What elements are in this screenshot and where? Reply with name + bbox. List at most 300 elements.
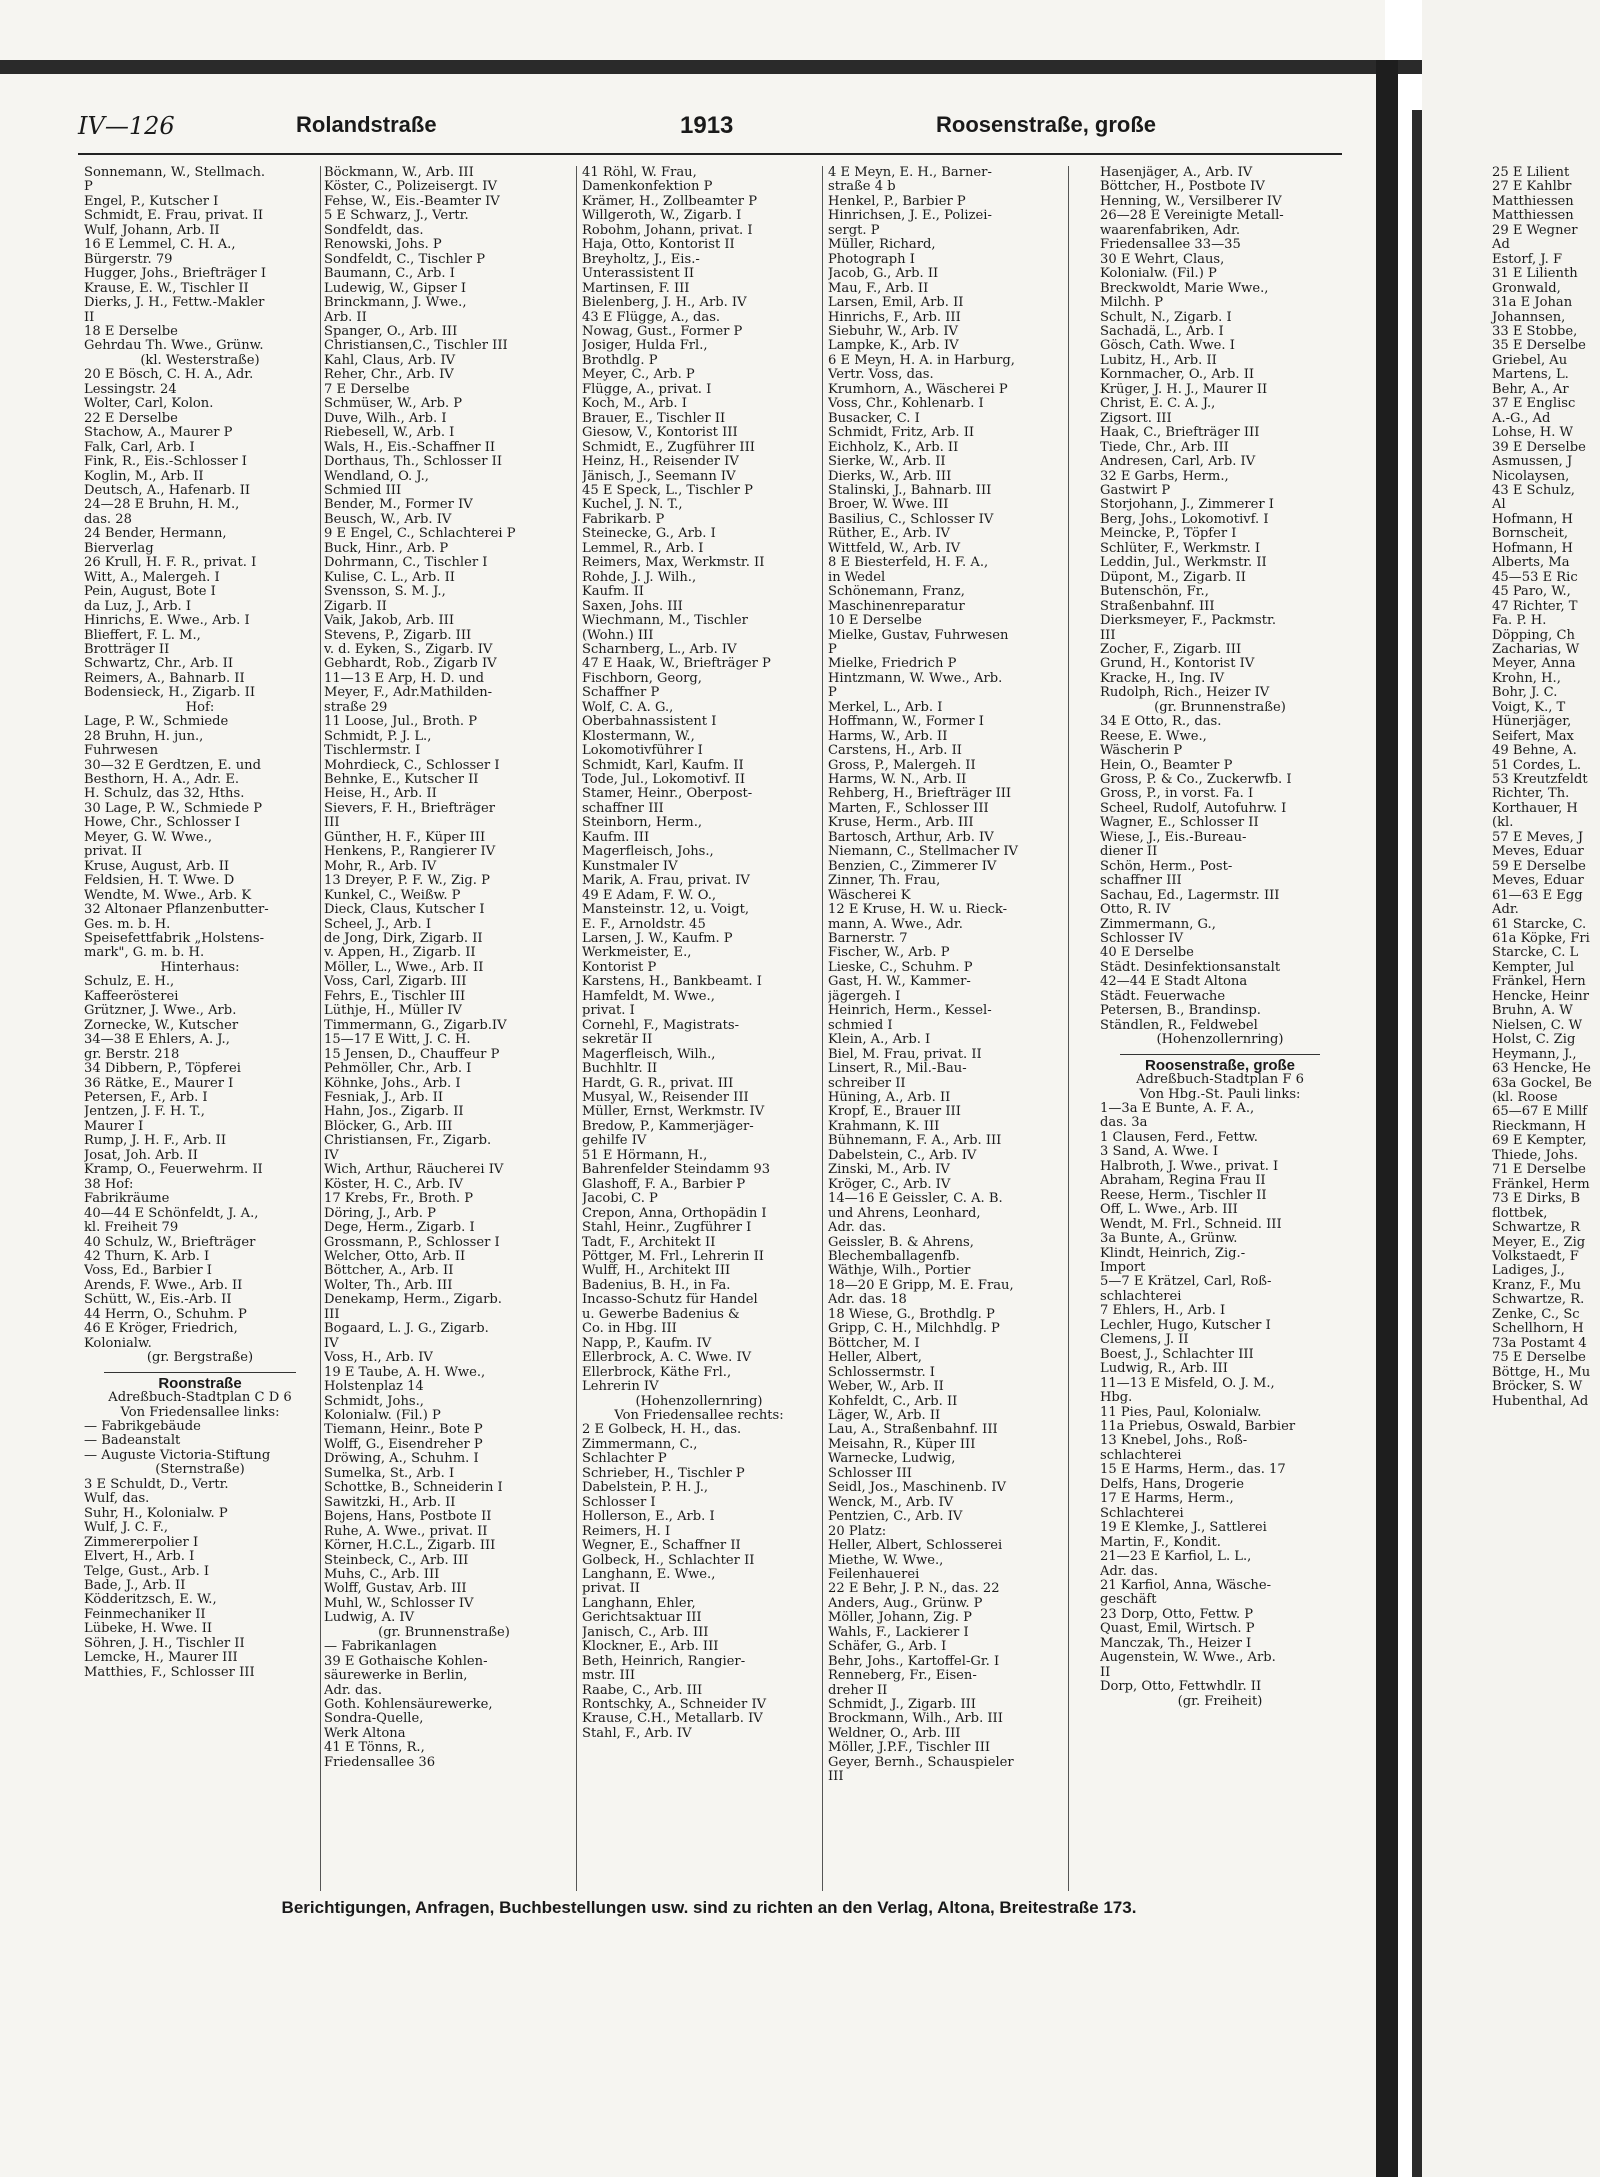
directory-line: Fehrs, E., Tischler III xyxy=(324,989,466,1004)
column-divider xyxy=(1068,166,1069,1891)
directory-line: III xyxy=(828,1770,844,1785)
directory-line: Telge, Gust., Arb. I xyxy=(84,1564,210,1579)
adjacent-page-line: Griebel, Au xyxy=(1492,352,1568,368)
directory-line: 12 E Kruse, H. W. u. Rieck- xyxy=(828,903,1008,918)
directory-line: Karstens, H., Bankbeamt. I xyxy=(582,975,762,990)
header-rule xyxy=(78,153,1342,155)
directory-line: Stevens, P., Zigarb. III xyxy=(324,628,472,643)
directory-line: Hof: xyxy=(185,700,215,715)
year: 1913 xyxy=(680,112,734,139)
directory-line: Bürgerstr. 79 xyxy=(84,252,173,267)
directory-line: mark", G. m. b. H. xyxy=(84,946,205,961)
directory-line: Gast, H. W., Kammer- xyxy=(828,975,971,990)
directory-line: Riebesell, W., Arb. I xyxy=(324,426,455,441)
directory-line: Rudolph, Rich., Heizer IV xyxy=(1100,686,1270,701)
directory-line: 2 E Golbeck, H. H., das. xyxy=(582,1423,742,1438)
directory-line: Krause, C.H., Metallarb. IV xyxy=(582,1712,763,1727)
directory-line: Reimers, A., Bahnarb. II xyxy=(84,671,245,686)
adjacent-page-line: Zenke, C., Sc xyxy=(1492,1306,1580,1322)
adjacent-page-line: 33 E Stobbe, xyxy=(1492,323,1578,339)
directory-line: Klindt, Heinrich, Zig.- xyxy=(1100,1246,1246,1261)
section-rule xyxy=(104,1372,296,1373)
directory-line: Köhnke, Johs., Arb. I xyxy=(324,1076,461,1091)
column-3 xyxy=(582,166,816,1891)
directory-line: Oberbahnassistent I xyxy=(582,715,717,730)
directory-line: Müller, Ernst, Werkmstr. IV xyxy=(582,1105,765,1120)
directory-line: Werkmeister, E., xyxy=(582,946,692,961)
directory-line: Muhl, W., Schlosser IV xyxy=(324,1596,474,1611)
directory-line: Krämer, H., Zollbeamter P xyxy=(582,194,758,209)
directory-line: Kontorist P xyxy=(582,960,657,975)
directory-line: Ludwig, R., Arb. III xyxy=(1100,1362,1228,1377)
adjacent-page-line: Matthiessen xyxy=(1492,193,1574,209)
adjacent-page-line: Estorf, J. F xyxy=(1492,251,1563,267)
directory-line: Wals, H., Eis.-Schaffner II xyxy=(324,440,496,455)
directory-line: Städt. Desinfektionsanstalt xyxy=(1100,960,1281,975)
directory-line: Pentzien, C., Arb. IV xyxy=(828,1510,963,1525)
directory-line: Flügge, A., privat. I xyxy=(582,382,712,397)
directory-line: 14—16 E Geissler, C. A. B. xyxy=(828,1192,1003,1207)
adjacent-page-line: flottbek, xyxy=(1492,1205,1548,1221)
directory-line: mann, A. Wwe., Adr. xyxy=(828,917,963,932)
adjacent-page-line: Rieckmann, H xyxy=(1492,1118,1586,1134)
directory-line: 18 Wiese, G., Brothdlg. P xyxy=(828,1307,995,1322)
directory-line: Off, L. Wwe., Arb. III xyxy=(1100,1203,1238,1218)
directory-line: Feilenhauerei xyxy=(828,1567,920,1582)
directory-line: säurewerke in Berlin, xyxy=(324,1669,468,1684)
directory-line: Photograph I xyxy=(828,252,915,267)
directory-line: Kornmacher, O., Arb. II xyxy=(1100,368,1255,383)
directory-line: privat. II xyxy=(582,1582,640,1597)
directory-line: 16 E Lemmel, C. H. A., xyxy=(84,238,236,253)
directory-line: Voss, Chr., Kohlenarb. I xyxy=(828,397,984,412)
directory-line: 40 Schulz, W., Briefträger xyxy=(84,1235,256,1250)
directory-line: Jacobi, C. P xyxy=(582,1192,658,1207)
directory-line: Sonnemann, W., Stellmach. xyxy=(84,166,266,180)
directory-line: Haja, Otto, Kontorist II xyxy=(582,238,735,253)
directory-line: Lubitz, H., Arb. II xyxy=(1100,353,1217,368)
directory-line: Harms, W., Arb. II xyxy=(828,729,948,744)
directory-line: Musyal, W., Reisender III xyxy=(582,1091,749,1105)
adjacent-page-line: Schwartze, R. xyxy=(1492,1292,1585,1308)
adjacent-page-line: 73 E Dirks, B xyxy=(1492,1191,1581,1207)
directory-line: Schmidt, J., Zigarb. III xyxy=(828,1698,976,1713)
directory-line: Stahl, Heinr., Zugführer I xyxy=(582,1221,752,1236)
directory-line: Hasenjäger, A., Arb. IV xyxy=(1100,166,1253,180)
directory-line: Henkens, P., Rangierer IV xyxy=(324,845,496,860)
directory-line: Behr, Johs., Kartoffel-Gr. I xyxy=(828,1654,1000,1669)
publisher-footer: Berichtigungen, Anfragen, Buchbestellungen usw. sind zu richten an den Verlag, Altona, Breitestraße 173. xyxy=(281,1898,1137,1917)
directory-line: Beth, Heinrich, Rangier- xyxy=(582,1654,746,1669)
directory-line: Crepon, Anna, Orthopädin I xyxy=(582,1206,767,1221)
directory-line: Goth. Kohlensäurewerke, xyxy=(324,1698,493,1713)
directory-line: Wolter, Th., Arb. III xyxy=(324,1278,453,1293)
directory-line: Ges. m. b. H. xyxy=(84,917,171,932)
adjacent-page-line: Meyer, Anna xyxy=(1492,656,1576,672)
directory-line: Mau, F., Arb. II xyxy=(828,281,929,296)
adjacent-page-line: Asmussen, J xyxy=(1492,454,1573,470)
directory-line: Sondfeldt, das. xyxy=(324,223,424,238)
directory-line: 51 E Hörmann, H., xyxy=(582,1148,708,1163)
directory-line: 20 E Bösch, C. H. A., Adr. xyxy=(84,368,254,383)
directory-line: Schmüser, W., Arb. P xyxy=(324,397,463,412)
directory-line: schreiber II xyxy=(828,1076,906,1091)
directory-line: 13 Dreyer, P. F. W., Zig. P xyxy=(324,874,490,889)
directory-line: Jacob, G., Arb. II xyxy=(828,267,939,282)
directory-line: Rohde, J. J. Wilh., xyxy=(582,570,697,585)
adjacent-page-line: Meves, Eduar xyxy=(1492,873,1584,889)
directory-line: Bodensieck, H., Zigarb. II xyxy=(84,686,256,701)
adjacent-page-line: Schwartze, R xyxy=(1492,1220,1581,1236)
adjacent-page-line: 71 E Derselbe xyxy=(1492,1162,1586,1178)
column-5 xyxy=(1100,166,1340,1891)
directory-line: II xyxy=(84,310,95,325)
book-binding-shadow xyxy=(1412,110,1422,2177)
directory-line: Engel, P., Kutscher I xyxy=(84,194,219,209)
directory-line: Meyer, C., Arb. P xyxy=(582,368,695,383)
adjacent-page-line: 63 Hencke, He xyxy=(1492,1061,1591,1077)
directory-line: Zigarb. II xyxy=(324,599,387,614)
adjacent-page-line: Hofmann, H xyxy=(1492,540,1573,556)
directory-line: Schäfer, G., Arb. I xyxy=(828,1640,947,1655)
adjacent-page-line: Heymann, J., xyxy=(1492,1046,1577,1062)
directory-line: Bartosch, Arthur, Arb. IV xyxy=(828,830,994,845)
directory-line: Zimmererpolier I xyxy=(84,1535,199,1550)
directory-line: III xyxy=(324,1307,340,1322)
directory-line: Christ, E. C. A. J., xyxy=(1100,397,1216,412)
directory-line: (Hohenzollernring) xyxy=(1156,1033,1284,1048)
directory-line: Beusch, W., Arb. IV xyxy=(324,512,452,527)
adjacent-page-line: Hofmann, H xyxy=(1492,511,1573,527)
directory-line: und Ahrens, Leonhard, xyxy=(828,1206,981,1221)
directory-line: Wäscherei K xyxy=(828,888,911,903)
directory-line: Zinner, Th. Frau, xyxy=(828,874,941,889)
directory-line: Holstenplaz 14 xyxy=(324,1380,424,1395)
directory-line: Kramp, O., Feuerwehrm. II xyxy=(84,1163,263,1178)
directory-line: Dierksmeyer, F., Packmstr. xyxy=(1100,614,1277,629)
adjacent-page-line: Nicolaysen, xyxy=(1492,468,1570,484)
directory-line: 11—13 E Arp, H. D. und xyxy=(324,671,485,686)
directory-line: 19 E Klemke, J., Sattlerei xyxy=(1100,1521,1267,1536)
directory-line: Andresen, Carl, Arb. IV xyxy=(1100,455,1256,470)
directory-line: 15 Jensen, D., Chauffeur P xyxy=(324,1047,500,1062)
directory-line: — Badeanstalt xyxy=(84,1434,181,1449)
directory-line: Delfs, Hans, Drogerie xyxy=(1100,1477,1244,1492)
directory-line: Gripp, C. H., Milchhdlg. P xyxy=(828,1322,1000,1337)
directory-line: Mohrdieck, C., Schlosser I xyxy=(324,758,500,773)
directory-line: Buck, Hinr., Arb. P xyxy=(324,541,449,556)
directory-line: Niemann, C., Stellmacher IV xyxy=(828,845,1018,860)
directory-line: Sondfeldt, C., Tischler P xyxy=(324,252,486,267)
directory-line: Hollerson, E., Arb. I xyxy=(582,1510,715,1525)
directory-line: Heinrich, Herm., Kessel- xyxy=(828,1004,992,1019)
directory-line: Speisefettfabrik „Holstens- xyxy=(84,932,265,947)
directory-line: Krüger, J. H. J., Maurer II xyxy=(1100,382,1268,397)
directory-line: Import xyxy=(1100,1260,1146,1275)
directory-line: Tiede, Chr., Arb. III xyxy=(1100,440,1229,455)
adjacent-page-line: 25 E Lilient xyxy=(1492,165,1570,180)
directory-line: Busacker, C. I xyxy=(828,411,920,426)
directory-line: Wäthje, Wilh., Portier xyxy=(828,1264,971,1279)
column-divider xyxy=(822,166,823,1891)
adjacent-page-line: 35 E Derselbe xyxy=(1492,338,1586,354)
directory-line: Kruse, Herm., Arb. III xyxy=(828,816,974,831)
directory-line: Meyer, G. W. Wwe., xyxy=(84,830,212,845)
directory-line: Svensson, S. M. J., xyxy=(324,585,446,600)
directory-line: Fink, R., Eis.-Schlosser I xyxy=(84,455,247,470)
directory-line: Adreßbuch-Stadtplan F 6 xyxy=(1136,1073,1304,1088)
directory-line: Brothdlg. P xyxy=(582,353,658,368)
directory-line: 22 E Behr, J. P. N., das. 22 xyxy=(828,1582,1000,1597)
directory-line: — Auguste Victoria-Stiftung xyxy=(84,1448,271,1463)
directory-line: Kaufm. II xyxy=(582,585,644,600)
directory-line: Deutsch, A., Hafenarb. II xyxy=(84,483,251,498)
directory-line: 40—44 E Schönfeldt, J. A., xyxy=(84,1206,259,1221)
directory-line: Mohr, R., Arb. IV xyxy=(324,859,437,874)
adjacent-page-line: Voigt, K., T xyxy=(1492,699,1566,715)
directory-line: Napp, P., Kaufm. IV xyxy=(582,1336,712,1351)
directory-line: 45 E Speck, L., Tischler P xyxy=(582,483,753,498)
directory-line: Sachadä, L., Arb. I xyxy=(1100,324,1224,339)
directory-line: Heise, H., Arb. II xyxy=(324,787,437,802)
directory-line: Werk Altona xyxy=(324,1726,406,1741)
directory-line: Bielenberg, J. H., Arb. IV xyxy=(582,296,747,311)
directory-line: v. d. Eyken, S., Zigarb. IV xyxy=(324,642,493,657)
directory-line: Meyer, F., Adr.Mathilden- xyxy=(324,686,493,701)
directory-line: da Luz, J., Arb. I xyxy=(84,599,192,614)
directory-line: Reese, Herm., Tischler II xyxy=(1100,1188,1267,1203)
adjacent-page-line: Matthiessen xyxy=(1492,208,1574,224)
adjacent-page-line: Bohr, J. C. xyxy=(1492,685,1558,701)
directory-line: schaffner III xyxy=(582,801,664,816)
directory-line: Barnerstr. 7 xyxy=(828,932,908,947)
directory-line: 7 E Derselbe xyxy=(324,382,410,397)
adjacent-page-line: 73a Postamt 4 xyxy=(1492,1335,1587,1351)
directory-line: Badenius, B. H., in Fa. xyxy=(582,1278,731,1293)
directory-line: Rehberg, H., Briefträger III xyxy=(828,787,1012,802)
directory-line: 15—17 E Witt, J. C. H. xyxy=(324,1033,471,1048)
directory-line: gr. Berstr. 218 xyxy=(84,1047,180,1062)
directory-line: Magerfleisch, Johs., xyxy=(582,845,714,860)
column-2 xyxy=(324,166,564,1891)
directory-line: 4 E Meyn, E. H., Barner- xyxy=(828,166,992,180)
directory-line: Pein, August, Bote I xyxy=(84,585,216,600)
directory-line: Pöttger, M. Frl., Lehrerin II xyxy=(582,1249,764,1264)
adjacent-page-line: 43 E Schulz, xyxy=(1492,482,1575,498)
directory-line: Janisch, C., Arb. III xyxy=(582,1625,709,1640)
directory-line: 1 Clausen, Ferd., Fettw. xyxy=(1100,1130,1258,1145)
adjacent-page-line: 31 E Lilienth xyxy=(1492,266,1578,282)
directory-line: Kuchel, J. N. T., xyxy=(582,498,683,513)
directory-line: Bühnemann, F. A., Arb. III xyxy=(828,1134,1002,1149)
directory-line: Stalinski, J., Bahnarb. III xyxy=(828,483,992,498)
adjacent-page-line: Hencke, Heinr xyxy=(1492,988,1589,1004)
directory-line: Dröwing, A., Schuhm. I xyxy=(324,1452,479,1467)
adjacent-page-line: Fränkel, Herm xyxy=(1492,1176,1590,1192)
directory-line: Henkel, P., Barbier P xyxy=(828,194,966,209)
directory-line: Kaffeerösterei xyxy=(84,989,179,1004)
directory-line: IV xyxy=(324,1148,339,1163)
adjacent-page-line: 37 E Englisc xyxy=(1492,396,1576,412)
adjacent-page-line: Hünerjäger, xyxy=(1492,714,1572,730)
directory-line: Scheel, Rudolf, Autofuhrw. I xyxy=(1100,801,1287,816)
right-street-title: Roosenstraße, große xyxy=(936,112,1157,137)
directory-line: 47 E Haak, W., Briefträger P xyxy=(582,657,771,672)
directory-line: jägergeh. I xyxy=(828,989,901,1004)
directory-line: Koch, M., Arb. I xyxy=(582,397,687,412)
directory-line: Blechemballagenfb. xyxy=(828,1249,960,1264)
directory-line: Quast, Emil, Wirtsch. P xyxy=(1100,1622,1255,1637)
directory-line: Ellerbrock, Käthe Frl., xyxy=(582,1365,732,1380)
directory-line: Lokomotivführer I xyxy=(582,744,703,759)
directory-line: Breyholtz, J., Eis.- xyxy=(582,252,700,267)
directory-line: Saxen, Johs. III xyxy=(582,599,683,614)
directory-line: 26 Krull, H. F. R., privat. I xyxy=(84,556,257,571)
directory-line: Weldner, O., Arb. III xyxy=(828,1726,961,1741)
directory-line: Reese, E. Wwe., xyxy=(1100,729,1207,744)
directory-line: Wolter, Carl, Kolon. xyxy=(84,397,214,412)
adjacent-page-line: 59 E Derselbe xyxy=(1492,858,1586,874)
directory-line: Schlachter P xyxy=(582,1452,667,1467)
directory-line: schlachterei xyxy=(1100,1289,1182,1304)
directory-line: 21 Karfiol, Anna, Wäsche- xyxy=(1100,1578,1272,1593)
directory-line: Glashoff, F. A., Barbier P xyxy=(582,1177,746,1192)
directory-line: Raabe, C., Arb. III xyxy=(582,1683,703,1698)
directory-line: Grund, H., Kontorist IV xyxy=(1100,657,1255,672)
directory-line: Reher, Chr., Arb. IV xyxy=(324,368,454,383)
directory-line: Köster, H. C., Arb. IV xyxy=(324,1177,464,1192)
directory-line: Behnke, E., Kutscher II xyxy=(324,773,479,788)
adjacent-page-line: Meyer, E., Zig xyxy=(1492,1234,1586,1250)
directory-line: Kolonialw. (Fil.) P xyxy=(1100,267,1217,282)
directory-line: Kröger, C., Arb. IV xyxy=(828,1177,951,1192)
adjacent-page-line: Alberts, Ma xyxy=(1492,555,1570,571)
directory-line: Fabrikräume xyxy=(84,1192,170,1207)
directory-line: Grützner, J. Wwe., Arb. xyxy=(84,1004,237,1019)
directory-line: Ludwig, A. IV xyxy=(324,1611,415,1626)
directory-line: Kunstmaler IV xyxy=(582,859,678,874)
directory-line: Henning, W., Versilberer IV xyxy=(1100,194,1282,209)
directory-line: Spanger, O., Arb. III xyxy=(324,324,458,339)
directory-line: Josat, Joh. Arb. II xyxy=(84,1148,198,1163)
directory-line: Kohfeldt, C., Arb. II xyxy=(828,1394,958,1409)
directory-line: Schmidt, E. Frau, privat. II xyxy=(84,209,264,224)
directory-line: Krahmann, K. III xyxy=(828,1119,940,1134)
directory-line: 32 E Garbs, Herm., xyxy=(1100,469,1229,484)
directory-line: Reimers, H. I xyxy=(582,1524,671,1539)
left-street-title: Rolandstraße xyxy=(296,112,437,137)
adjacent-page-line: Zacharias, W xyxy=(1492,641,1580,657)
directory-line: Scharnberg, L., Arb. IV xyxy=(582,642,737,657)
directory-line: Stachow, A., Maurer P xyxy=(84,426,233,441)
directory-line: Schaffner P xyxy=(582,686,660,701)
directory-line: Welcher, Otto, Arb. II xyxy=(324,1249,466,1264)
directory-line: 34 Dibbern, P., Töpferei xyxy=(84,1062,241,1077)
directory-line: gehilfe IV xyxy=(582,1134,647,1149)
directory-line: 41 E Tönns, R., xyxy=(324,1741,425,1756)
adjacent-page-line: 63a Gockel, Be xyxy=(1492,1075,1592,1091)
directory-line: Hüning, A., Arb. II xyxy=(828,1091,951,1105)
directory-line: Steinecke, G., Arb. I xyxy=(582,527,716,542)
directory-line: Hein, O., Beamter P xyxy=(1100,758,1233,773)
directory-line: Golbeck, H., Schlachter II xyxy=(582,1553,755,1568)
adjacent-page-line: 45—53 E Ric xyxy=(1492,569,1578,585)
directory-line: Hardt, G. R., privat. III xyxy=(582,1076,734,1091)
directory-line: Düpont, M., Zigarb. II xyxy=(1100,570,1246,585)
directory-line: Siebuhr, W., Arb. IV xyxy=(828,324,959,339)
directory-line: Schlosser IV xyxy=(1100,932,1184,947)
directory-line: Abraham, Regina Frau II xyxy=(1100,1174,1266,1189)
directory-line: Lau, A., Straßenbahnf. III xyxy=(828,1423,998,1438)
directory-line: II xyxy=(1100,1665,1111,1680)
directory-line: kl. Freiheit 79 xyxy=(84,1221,179,1236)
directory-line: 22 E Derselbe xyxy=(84,411,178,426)
directory-line: Leddin, Jul., Werkmstr. II xyxy=(1100,556,1267,571)
directory-line: Stahl, F., Arb. IV xyxy=(582,1726,692,1741)
directory-line: 3a Bunte, A., Grünw. xyxy=(1100,1232,1238,1247)
adjacent-page-line: Martens, L. xyxy=(1492,367,1569,383)
adjacent-page-line: Holst, C. Zig xyxy=(1492,1032,1576,1048)
directory-line: Elvert, H., Arb. I xyxy=(84,1550,195,1565)
directory-line: Wittfeld, W., Arb. IV xyxy=(828,541,961,556)
directory-line: Wahls, F., Lackierer I xyxy=(828,1625,969,1640)
directory-line: Meincke, P., Töpfer I xyxy=(1100,527,1237,542)
directory-line: das. 28 xyxy=(84,512,132,527)
directory-line: Lampke, K., Arb. IV xyxy=(828,339,959,354)
directory-line: Wulf, Johann, Arb. II xyxy=(84,223,220,238)
directory-line: schmied I xyxy=(828,1018,893,1033)
directory-line: Fesniak, J., Arb. II xyxy=(324,1091,444,1105)
directory-line: Günther, H. F., Küper III xyxy=(324,830,486,845)
directory-line: Ständlen, R., Feldwebel xyxy=(1100,1018,1258,1033)
directory-line: Möller, L., Wwe., Arb. II xyxy=(324,960,484,975)
directory-line: Gehrdau Th. Wwe., Grünw. xyxy=(84,339,264,354)
directory-line: Langhann, Ehler, xyxy=(582,1596,696,1611)
adjacent-page xyxy=(1422,0,1600,2177)
adjacent-page-line: Bornscheit, xyxy=(1492,526,1569,542)
directory-line: Pehmöller, Chr., Arb. I xyxy=(324,1062,472,1077)
directory-line: Martin, F., Kondit. xyxy=(1100,1535,1221,1550)
directory-line: Wendland, O. J., xyxy=(324,469,429,484)
directory-line: Mielke, Friedrich P xyxy=(828,657,957,672)
directory-line: Haak, C., Briefträger III xyxy=(1100,426,1260,441)
directory-line: sekretär II xyxy=(582,1033,653,1048)
directory-line: 28 Bruhn, H. jun., xyxy=(84,729,204,744)
directory-line: Otto, R. IV xyxy=(1100,903,1171,918)
directory-line: Basilius, C., Schlosser IV xyxy=(828,512,994,527)
directory-line: Ködderitzsch, E. W., xyxy=(84,1593,217,1608)
directory-line: Maschinenreparatur xyxy=(828,599,965,614)
adjacent-page-line: Böttge, H., Mu xyxy=(1492,1364,1591,1380)
directory-line: Breckwoldt, Marie Wwe., xyxy=(1100,281,1269,296)
directory-line: H. Schulz, das 32, Hths. xyxy=(84,787,245,802)
directory-line: dreher II xyxy=(828,1683,888,1698)
directory-line: in Wedel xyxy=(828,570,886,585)
directory-line: Berg, Johs., Lokomotivf. I xyxy=(1100,512,1269,527)
directory-line: Klein, A., Arb. I xyxy=(828,1033,931,1048)
directory-line: Butenschön, Fr., xyxy=(1100,585,1209,600)
directory-line: Lemmel, R., Arb. I xyxy=(582,541,704,556)
directory-line: Zornecke, W., Kutscher xyxy=(84,1018,239,1033)
directory-line: Gross, P., in vorst. Fa. I xyxy=(1100,787,1254,802)
directory-line: Voss, Carl, Zigarb. III xyxy=(324,975,467,990)
directory-line: Ludewig, W., Gipser I xyxy=(324,281,467,296)
directory-line: Dorthaus, Th., Schlosser II xyxy=(324,455,503,470)
directory-line: (gr. Brunnenstraße) xyxy=(1154,700,1286,715)
directory-line: 9 E Engel, C., Schlachterei P xyxy=(324,527,516,542)
adjacent-page-line: Fa. P. H. xyxy=(1492,613,1547,629)
adjacent-page-line: Seifert, Max xyxy=(1492,728,1574,744)
